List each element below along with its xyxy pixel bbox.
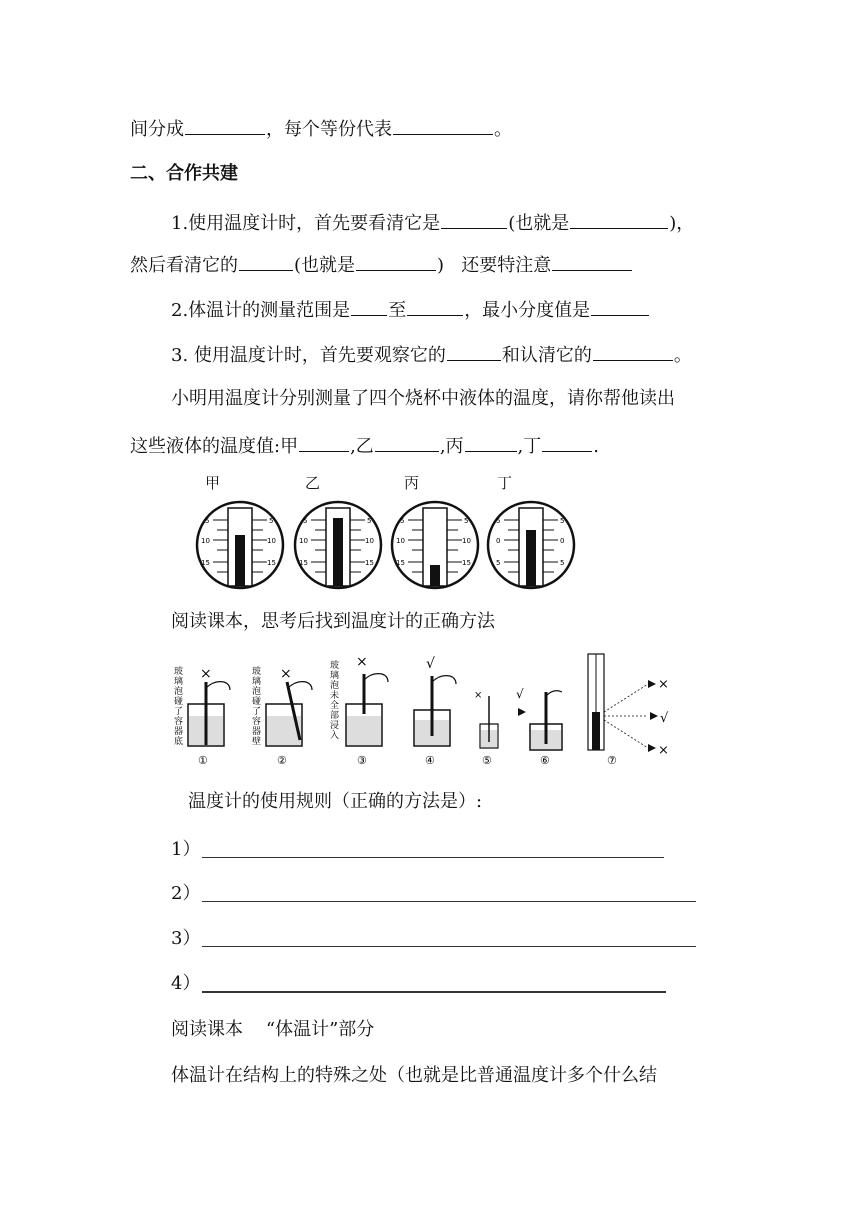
svg-text:15: 15 — [396, 559, 405, 567]
section-title: 二、合作共建 — [130, 163, 238, 184]
blank-field[interactable] — [591, 297, 649, 316]
text-segment: 2.体温计的测量范围是 — [171, 300, 351, 321]
text-segment: 间分成 — [130, 119, 184, 140]
method-1 — [174, 665, 230, 767]
method-3-cross-mark: × — [356, 654, 368, 670]
rule-2-label: 2） — [171, 883, 201, 904]
text-segment: )， — [669, 213, 695, 234]
method-1-label: 玻璃泡碰了容器底 — [174, 667, 184, 747]
final-question: 体温计在结构上的特殊之处（也就是比普通温度计多个什么结 — [171, 1065, 657, 1086]
thermometer-label-yi: 乙 — [305, 474, 321, 492]
text-segment: 。 — [673, 345, 692, 366]
blank-field[interactable] — [356, 252, 436, 271]
svg-text:5: 5 — [205, 517, 210, 525]
method-7-cross-mark-bottom: × — [658, 743, 669, 758]
blank-field[interactable] — [299, 433, 349, 452]
blank-field[interactable] — [239, 252, 293, 271]
blank-field[interactable] — [407, 297, 463, 316]
text-segment: ) 还要特注意 — [437, 255, 552, 276]
text-segment: 1.使用温度计时，首先要看清它是 — [171, 213, 441, 234]
method-7 — [588, 654, 669, 767]
method-6-number: ⑥ — [540, 754, 550, 767]
svg-text:5: 5 — [496, 559, 501, 567]
text-segment: ，每个等份代表 — [266, 119, 392, 140]
svg-text:5: 5 — [400, 517, 405, 525]
method-4-check-mark: √ — [426, 656, 435, 672]
thermometer-dial-yi — [295, 502, 381, 588]
text-segment: (也就是 — [294, 255, 356, 276]
svg-text:10: 10 — [396, 537, 405, 545]
method-2-number: ② — [277, 754, 287, 767]
thermometer-readings-figure — [195, 500, 585, 592]
text-segment: 3. 使用温度计时，首先要观察它的 — [171, 345, 446, 366]
question-1-line-2 — [130, 252, 633, 278]
method-4 — [414, 656, 456, 767]
method-5 — [474, 690, 498, 767]
svg-text:5: 5 — [464, 517, 469, 525]
blank-field[interactable] — [185, 116, 265, 135]
question-4-line-1: 小明用温度计分别测量了四个烧杯中液体的温度，请你帮他读出 — [171, 388, 675, 409]
thermometer-dial-jia — [197, 502, 283, 588]
text-segment: (也就是 — [508, 213, 570, 234]
method-1-cross-mark: × — [200, 666, 212, 682]
thermometer-label-bing: 丙 — [404, 474, 420, 492]
rules-title: 温度计的使用规则（正确的方法是）: — [188, 791, 483, 812]
rule-4-answer-line[interactable] — [202, 990, 666, 993]
question-1-line-1 — [171, 210, 694, 236]
rule-1-label: 1） — [171, 839, 201, 860]
svg-text:15: 15 — [299, 559, 308, 567]
blank-field[interactable] — [393, 116, 493, 135]
method-5-cross-mark: × — [474, 690, 483, 701]
method-7-check-mark: √ — [660, 711, 669, 726]
method-2-label: 玻璃泡碰了容器壁 — [252, 667, 262, 747]
text-segment: ,丙 — [439, 436, 464, 457]
method-5-number: ⑤ — [482, 754, 492, 767]
method-3 — [330, 654, 388, 767]
thermometer-methods-figure — [170, 652, 690, 770]
blank-field[interactable] — [375, 433, 439, 452]
method-4-number: ④ — [425, 754, 435, 767]
blank-field[interactable] — [542, 433, 592, 452]
svg-text:15: 15 — [365, 559, 374, 567]
svg-text:5: 5 — [560, 559, 565, 567]
fill-line-1 — [130, 116, 512, 142]
method-3-number: ③ — [357, 754, 367, 767]
method-7-number: ⑦ — [607, 754, 617, 767]
blank-field[interactable] — [351, 297, 387, 316]
reading-instruction: 阅读课本，思考后找到温度计的正确方法 — [171, 611, 495, 632]
rule-3-label: 3） — [171, 928, 201, 949]
svg-text:0: 0 — [560, 537, 565, 545]
method-3-label: 玻璃泡未全部浸入 — [330, 661, 340, 741]
blank-field[interactable] — [441, 210, 507, 229]
thermometer-dial-bing — [392, 502, 478, 588]
method-7-cross-mark-top: × — [658, 677, 669, 692]
svg-text:5: 5 — [303, 517, 308, 525]
svg-text:10: 10 — [365, 537, 374, 545]
method-2 — [252, 665, 312, 767]
blank-field[interactable] — [447, 342, 501, 361]
text-segment: 这些液体的温度值:甲 — [130, 436, 299, 457]
text-segment: ,丁 — [517, 436, 542, 457]
blank-field[interactable] — [552, 252, 632, 271]
blank-field[interactable] — [593, 342, 673, 361]
thermometer-label-jia: 甲 — [205, 474, 221, 492]
rule-3-answer-line[interactable] — [202, 945, 696, 947]
question-4-line-2 — [130, 433, 599, 459]
svg-text:5: 5 — [367, 517, 372, 525]
text-segment: 和认清它的 — [501, 345, 592, 366]
text-segment: . — [593, 436, 600, 457]
thermometer-label-ding: 丁 — [497, 474, 513, 492]
blank-field[interactable] — [465, 433, 517, 452]
text-segment: 。 — [494, 119, 512, 140]
question-2 — [171, 297, 650, 323]
rule-2-answer-line[interactable] — [202, 900, 696, 902]
blank-field[interactable] — [570, 210, 668, 229]
method-1-number: ① — [198, 754, 208, 767]
thermometer-dial-ding — [488, 502, 574, 588]
method-2-cross-mark: × — [280, 666, 292, 682]
svg-text:10: 10 — [267, 537, 276, 545]
svg-text:10: 10 — [201, 537, 210, 545]
text-segment: ,乙 — [350, 436, 374, 457]
question-3 — [171, 342, 692, 368]
text-segment: 至 — [388, 300, 407, 321]
method-6 — [516, 687, 562, 767]
svg-text:5: 5 — [496, 517, 501, 525]
text-segment: ，最小分度值是 — [464, 300, 591, 321]
rule-4-label: 4） — [171, 973, 201, 994]
svg-text:0: 0 — [496, 537, 501, 545]
text-segment: 然后看清它的 — [130, 255, 238, 276]
svg-text:5: 5 — [269, 517, 274, 525]
svg-text:5: 5 — [560, 517, 565, 525]
svg-text:10: 10 — [462, 537, 471, 545]
rule-1-answer-line[interactable] — [202, 856, 664, 858]
svg-text:15: 15 — [462, 559, 471, 567]
method-6-check-mark: √ — [516, 687, 524, 701]
reading-instruction-2: 阅读课本 “体温计”部分 — [171, 1019, 375, 1040]
svg-text:10: 10 — [299, 537, 308, 545]
svg-text:15: 15 — [267, 559, 276, 567]
svg-text:15: 15 — [201, 559, 210, 567]
